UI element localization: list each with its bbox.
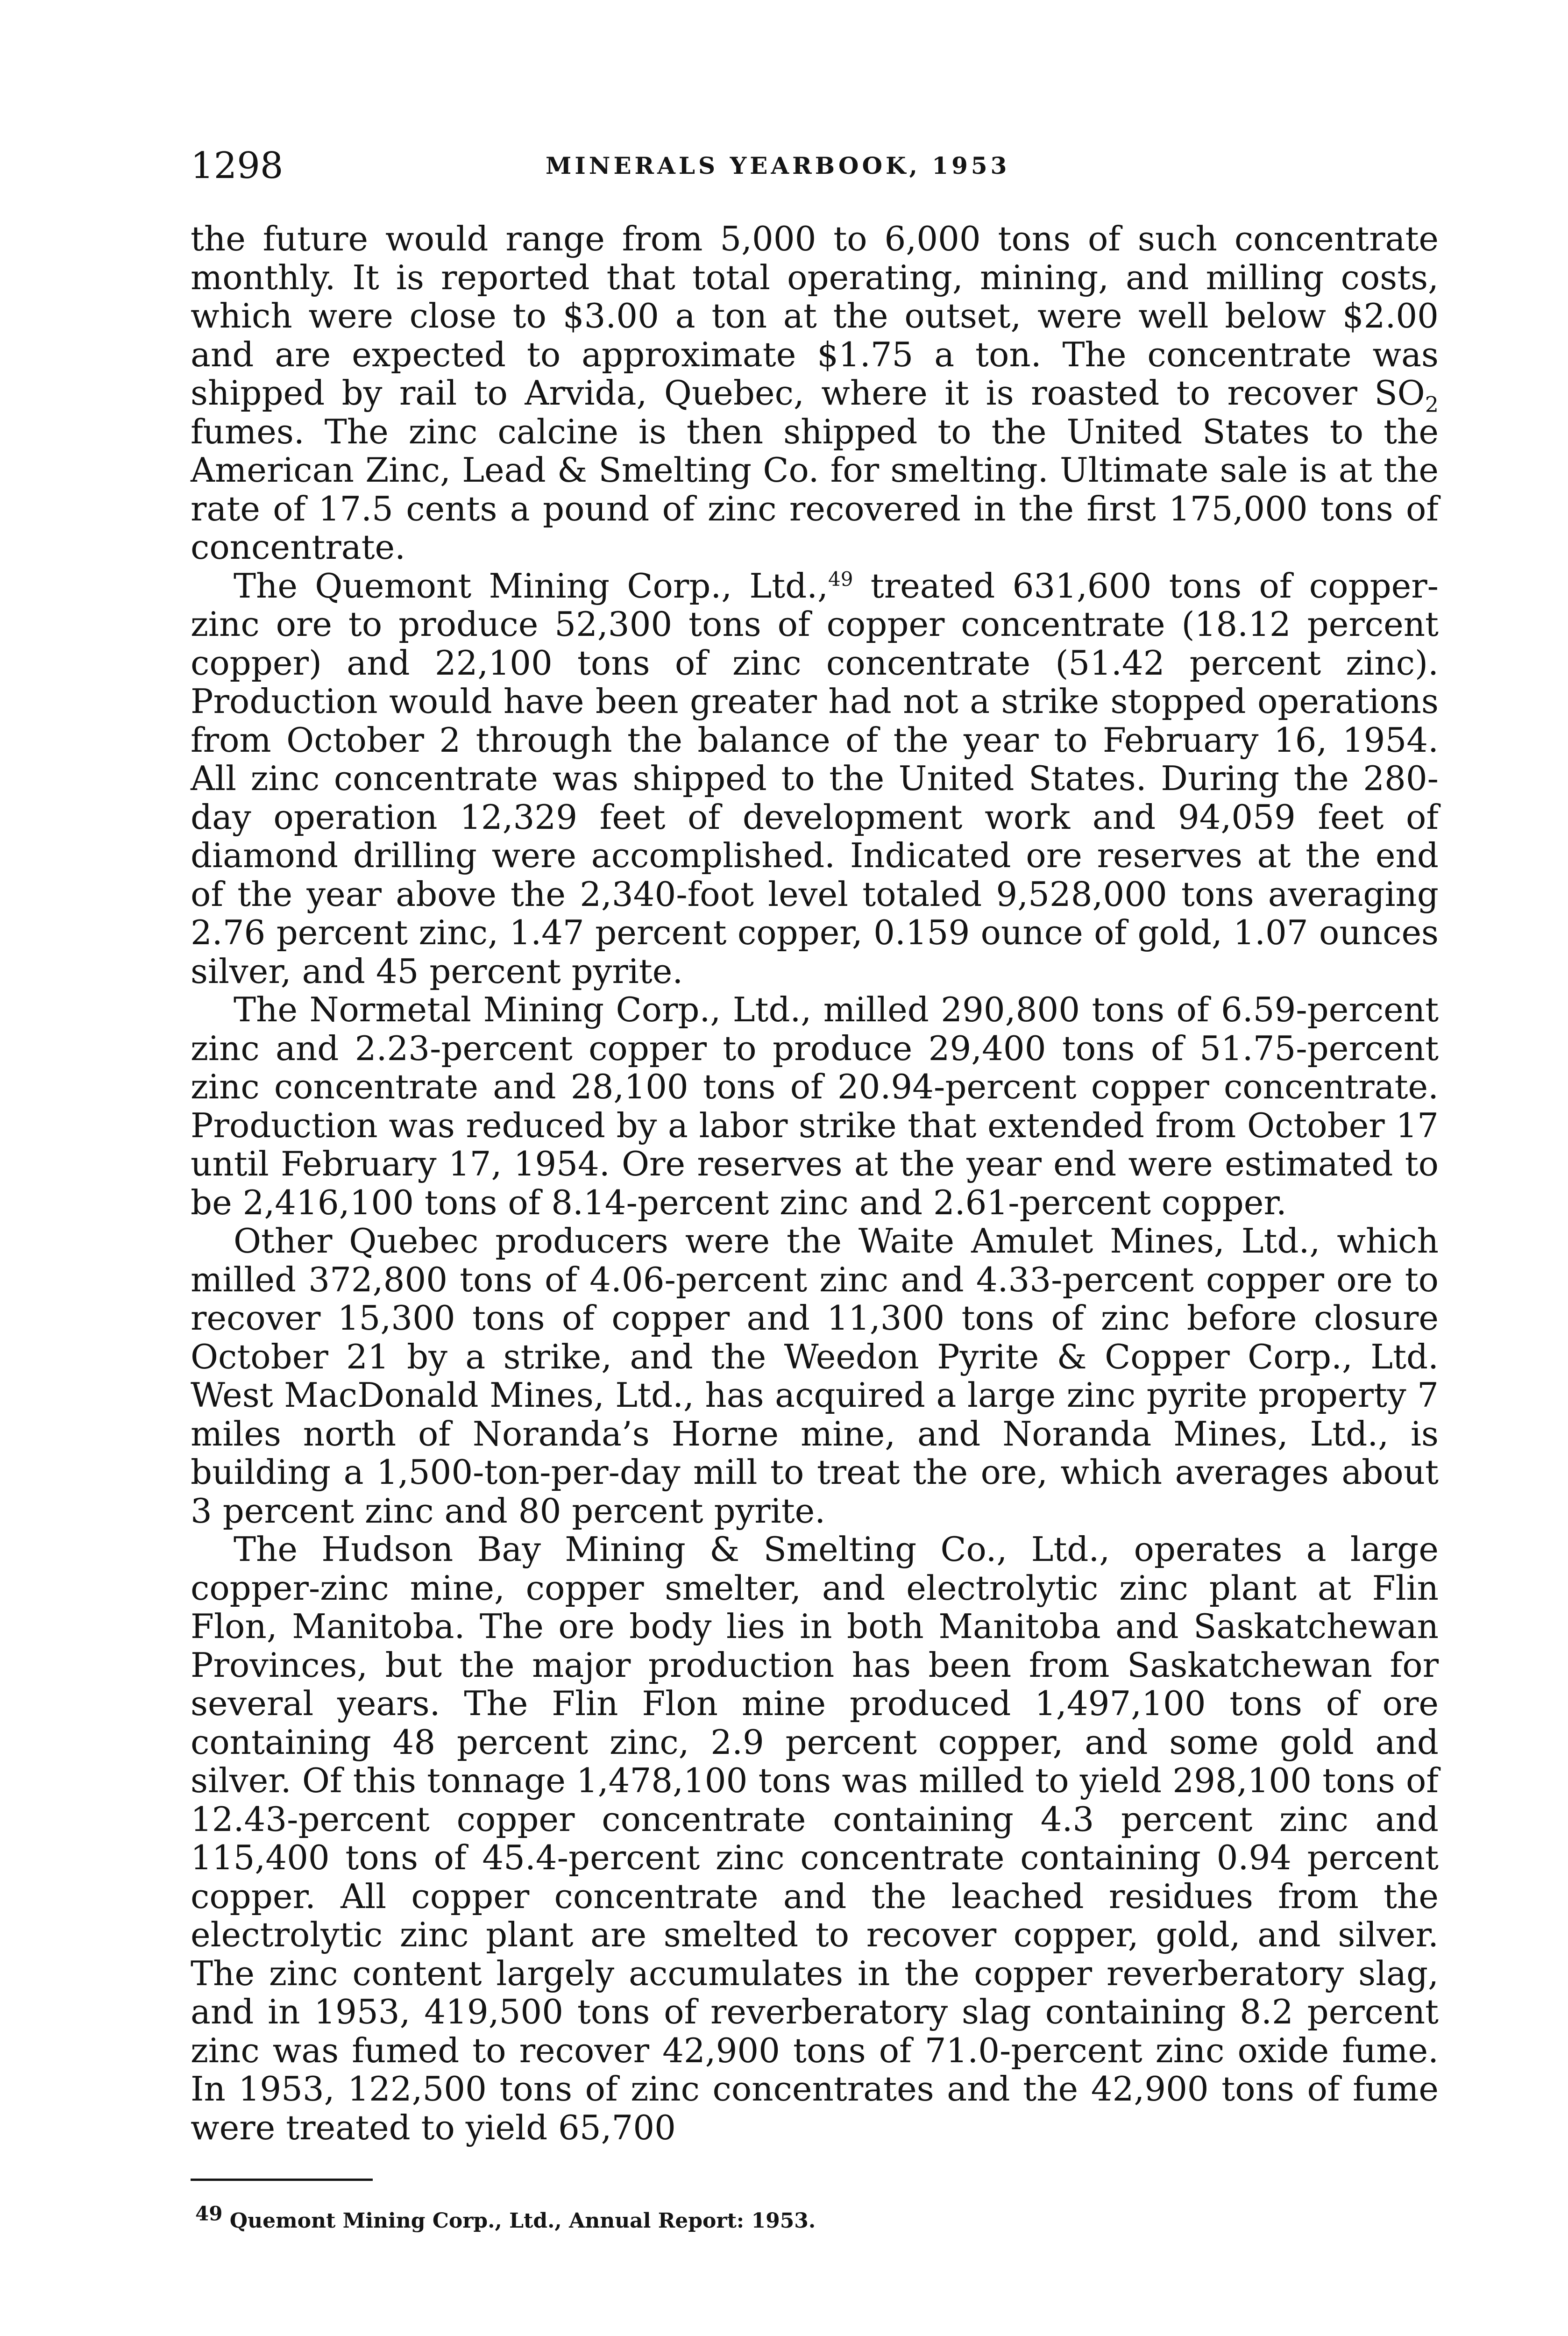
footnote-divider [191,2179,373,2181]
paragraph-text: the future would range from 5,000 to 6,000 tons of such concentrate monthly. It is reported that total operating, mining, and milling costs, which were close to $3.00 a ton at the outset, were well below $2.00 and are expected to approximate $1.75 a ton. The concentrate was shipped by rail to Arvida, Quebec, where it is roasted to recover SO [191,219,1439,413]
paragraph-text: The Hudson Bay Mining & Smelting Co., Ltd., operates a large copper-zinc mine, copper smelter, and electrolytic zinc plant at Flin Flon, Manitoba. The ore body lies in both Manitoba and Saskatchewan Provinces, but the major production has been from Saskatchewan for several years. The Flin Flon mine produced 1,497,100 tons of ore containing 48 percent zinc, 2.9 percent copper, and some gold and silver. Of this tonnage 1,478,100 tons was milled to yield 298,100 tons of 12.43-percent copper concentrate containing 4.3 percent zinc and 115,400 tons of 45.4-percent zinc concentrate containing 0.94 percent copper. All copper concentrate and the leached residues from the electrolytic zinc plant are smelted to recover copper, gold, and silver. The zinc content largely accumulates in the copper reverberatory slag, and in 1953, 419,500 tons of reverberatory slag containing 8.2 percent zinc was fumed to recover 42,900 tons of 71.0-percent zinc oxide fume. In 1953, 122,500 tons of zinc concentrates and the 42,900 tons of fume were treated to yield 65,700 [191,1530,1439,2147]
body-text [191,220,1439,2147]
paragraph-text: treated 631,600 tons of copper-zinc ore to produce 52,300 tons of copper concentrate (18.12 percent copper) and 22,100 tons of zinc concentrate (51.42 percent zinc). Production would have been greater had not a strike stopped operations from October 2 through the balance of the year to February 16, 1954. All zinc concentrate was shipped to the United States. During the 280-day operation 12,329 feet of development work and 94,059 feet of diamond drilling were accomplished. Indicated ore reserves at the end of the year above the 2,340-foot level totaled 9,528,000 tons averaging 2.76 percent zinc, 1.47 percent copper, 0.159 ounce of gold, 1.07 ounces silver, and 45 percent pyrite. [191,566,1439,991]
paragraph-text-after: fumes. The zinc calcine is then shipped to the United States to the American Zinc, Lead & Smelting Co. for smelting. Ultimate sale is at the rate of 17.5 cents a pound of zinc recovered in the first 175,000 tons of concentrate. [191,412,1439,567]
footnote-reference[interactable]: 49 [828,567,853,591]
paragraph-continued [191,220,1439,567]
subscript: 2 [1425,392,1439,417]
page-number: 1298 [191,145,284,187]
paragraph-text: Other Quebec producers were the Waite Amulet Mines, Ltd., which milled 372,800 tons of 4.06-percent zinc and 4.33-percent copper ore to recover 15,300 tons of copper and 11,300 tons of zinc before closure October 21 by a strike, and the Weedon Pyrite & Copper Corp., Ltd. West MacDonald Mines, Ltd., has acquired a large zinc pyrite property 7 miles north of Noranda’s Horne mine, and Noranda Mines, Ltd., is building a 1,500-ton-per-day mill to treat the ore, which averages about 3 percent zinc and 80 percent pyrite. [191,1221,1439,1531]
paragraph-text: The Normetal Mining Corp., Ltd., milled 290,800 tons of 6.59-percent zinc and 2.23-percent copper to produce 29,400 tons of 51.75-percent zinc concentrate and 28,100 tons of 20.94-percent copper concentrate. Production was reduced by a labor strike that extended from October 17 until February 17, 1954. Ore reserves at the year end were estimated to be 2,416,100 tons of 8.14-percent zinc and 2.61-percent copper. [191,990,1439,1222]
paragraph-other-quebec [191,1222,1439,1530]
paragraph-lead: The Quemont Mining Corp., Ltd., [234,566,829,605]
running-head [191,140,1439,192]
paragraph-hudson-bay [191,1530,1439,2147]
document-page [191,140,1439,2235]
journal-title: MINERALS YEARBOOK, 1953 [546,152,1010,179]
paragraph-quemont [191,567,1439,991]
footnote-text: Quemont Mining Corp., Ltd., Annual Report: 1953. [222,2209,816,2233]
paragraph-normetal [191,990,1439,1222]
footnote-marker: 49 [195,2202,223,2225]
footnote [195,2202,1439,2235]
